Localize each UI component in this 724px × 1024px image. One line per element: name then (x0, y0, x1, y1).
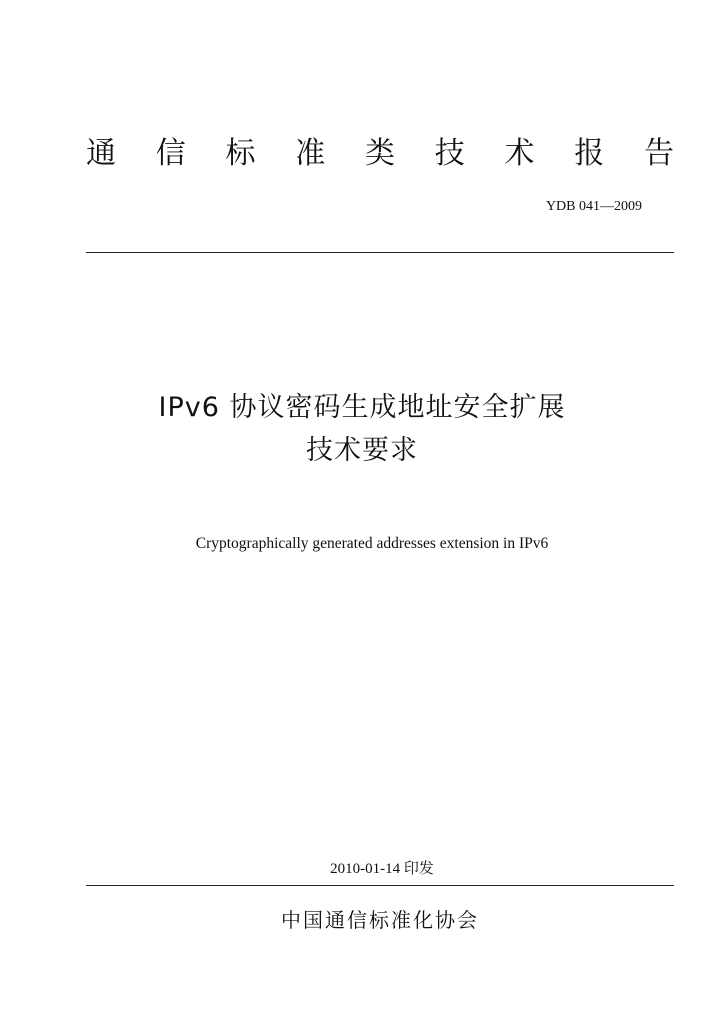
title-zh-line-2: 技术要求 (306, 435, 418, 466)
report-type-char: 准 (295, 136, 326, 171)
header-divider (86, 252, 674, 253)
report-type-heading (86, 132, 674, 176)
footer-divider (86, 885, 674, 886)
report-type-char: 通 (86, 136, 116, 171)
report-type-char: 信 (155, 136, 186, 171)
document-title-en: Cryptographically generated addresses extension in IPv6 (195, 535, 549, 552)
standard-number: YDB 041—2009 (545, 199, 642, 214)
title-zh-line-1: IPv6 协议密码生成地址安全扩展 (158, 392, 566, 423)
report-type-char: 报 (574, 136, 605, 171)
report-type-char: 标 (225, 136, 256, 171)
issue-date: 2010-01-14 印发 (330, 861, 434, 877)
report-type-char: 类 (365, 136, 395, 171)
document-title-zh (0, 386, 724, 472)
publisher-name: 中国通信标准化协会 (281, 908, 479, 932)
report-type-char: 告 (644, 136, 674, 171)
report-type-char: 术 (504, 136, 535, 171)
report-type-char: 技 (434, 136, 465, 171)
